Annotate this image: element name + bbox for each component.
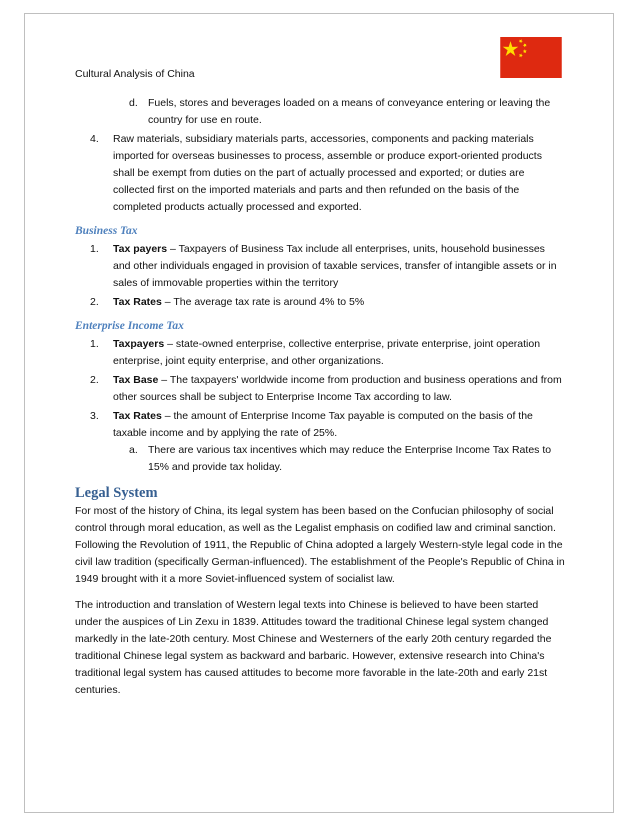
flag-field	[500, 37, 562, 78]
list-item	[75, 131, 565, 216]
list-text: There are various tax incentives which may reduce the Enterprise Income Tax Rates to 15% and provide tax holiday.	[148, 444, 552, 473]
list-marker: 4.	[90, 133, 99, 145]
list-marker: 1.	[90, 338, 99, 350]
list-text: – Taxpayers of Business Tax include all enterprises, units, household businesses and other individuals engaged in provision of taxable services, transfer of intangible assets or in sales of immovable properties within the territory	[113, 243, 557, 289]
page-header-title: Cultural Analysis of China	[75, 68, 195, 80]
list-marker: 3.	[90, 410, 99, 422]
list-text: – state-owned enterprise, collective enterprise, private enterprise, joint operation enterprise, joint equity enterprise, and other organizations.	[113, 338, 541, 367]
document-body	[75, 95, 565, 708]
list-marker: 2.	[90, 296, 99, 308]
list-text: – The average tax rate is around 4% to 5%	[161, 296, 365, 308]
list-marker: 1.	[90, 243, 99, 255]
list-item	[75, 408, 565, 442]
list-item	[75, 241, 565, 292]
list-label: Taxpayers	[113, 338, 165, 350]
list-item	[75, 294, 565, 311]
china-flag-icon	[500, 37, 562, 78]
list-item	[75, 336, 565, 370]
list-marker: 2.	[90, 374, 99, 386]
list-text: – The taxpayers' worldwide income from production and business operations and from other sources shall be subject to Enterprise Income Tax according to law.	[113, 374, 562, 403]
paragraph: The introduction and translation of Western legal texts into Chinese is believed to have been started under the auspices of Lin Zexu in 1839. Attitudes toward the traditional Chinese legal system changed markedly in the late-20th century. Most Chinese and Westerners of the early 20th century regarded the traditional Chinese legal system as backward and barbaric. However, extensive research into China's traditional legal system has caused attitudes to become more favorable in the late-20th and early 21st centuries.	[75, 599, 552, 696]
list-text: – the amount of Enterprise Income Tax payable is computed on the basis of the taxable income and by applying the rate of 25%.	[113, 410, 533, 439]
list-label: Tax payers	[113, 243, 168, 255]
list-item	[75, 372, 565, 406]
list-label: Tax Base	[113, 374, 159, 386]
list-marker: a.	[129, 444, 138, 456]
list-text: Fuels, stores and beverages loaded on a means of conveyance entering or leaving the country for use en route.	[148, 97, 551, 126]
list-item	[75, 442, 565, 476]
section-heading-business-tax: Business Tax	[75, 225, 138, 237]
list-label: Tax Rates	[113, 410, 162, 422]
list-text: Raw materials, subsidiary materials parts, accessories, components and packing materials imported for overseas businesses to process, assemble or produce export-oriented products shall be exempt from duties on the part of actually processed and exported; or duties are collected first on the imported materials and parts and then refunded on the basis of the completed products actually processed and exported.	[113, 133, 542, 213]
list-item	[75, 95, 565, 129]
list-marker: d.	[129, 97, 138, 109]
paragraph: For most of the history of China, its legal system has been based on the Confucian philosophy of social control through moral education, as well as the Legalist emphasis on codified law and criminal sanction. Following the Revolution of 1911, the Republic of China adopted a largely Western-style legal code in the civil law tradition (specifically German-influenced). The establishment of the People's Republic of China in 1949 brought with it a more Soviet-influenced system of socialist law.	[75, 505, 565, 585]
section-heading-legal-system: Legal System	[75, 485, 158, 501]
section-heading-enterprise-income-tax: Enterprise Income Tax	[75, 320, 184, 332]
list-label: Tax Rates	[113, 296, 162, 308]
